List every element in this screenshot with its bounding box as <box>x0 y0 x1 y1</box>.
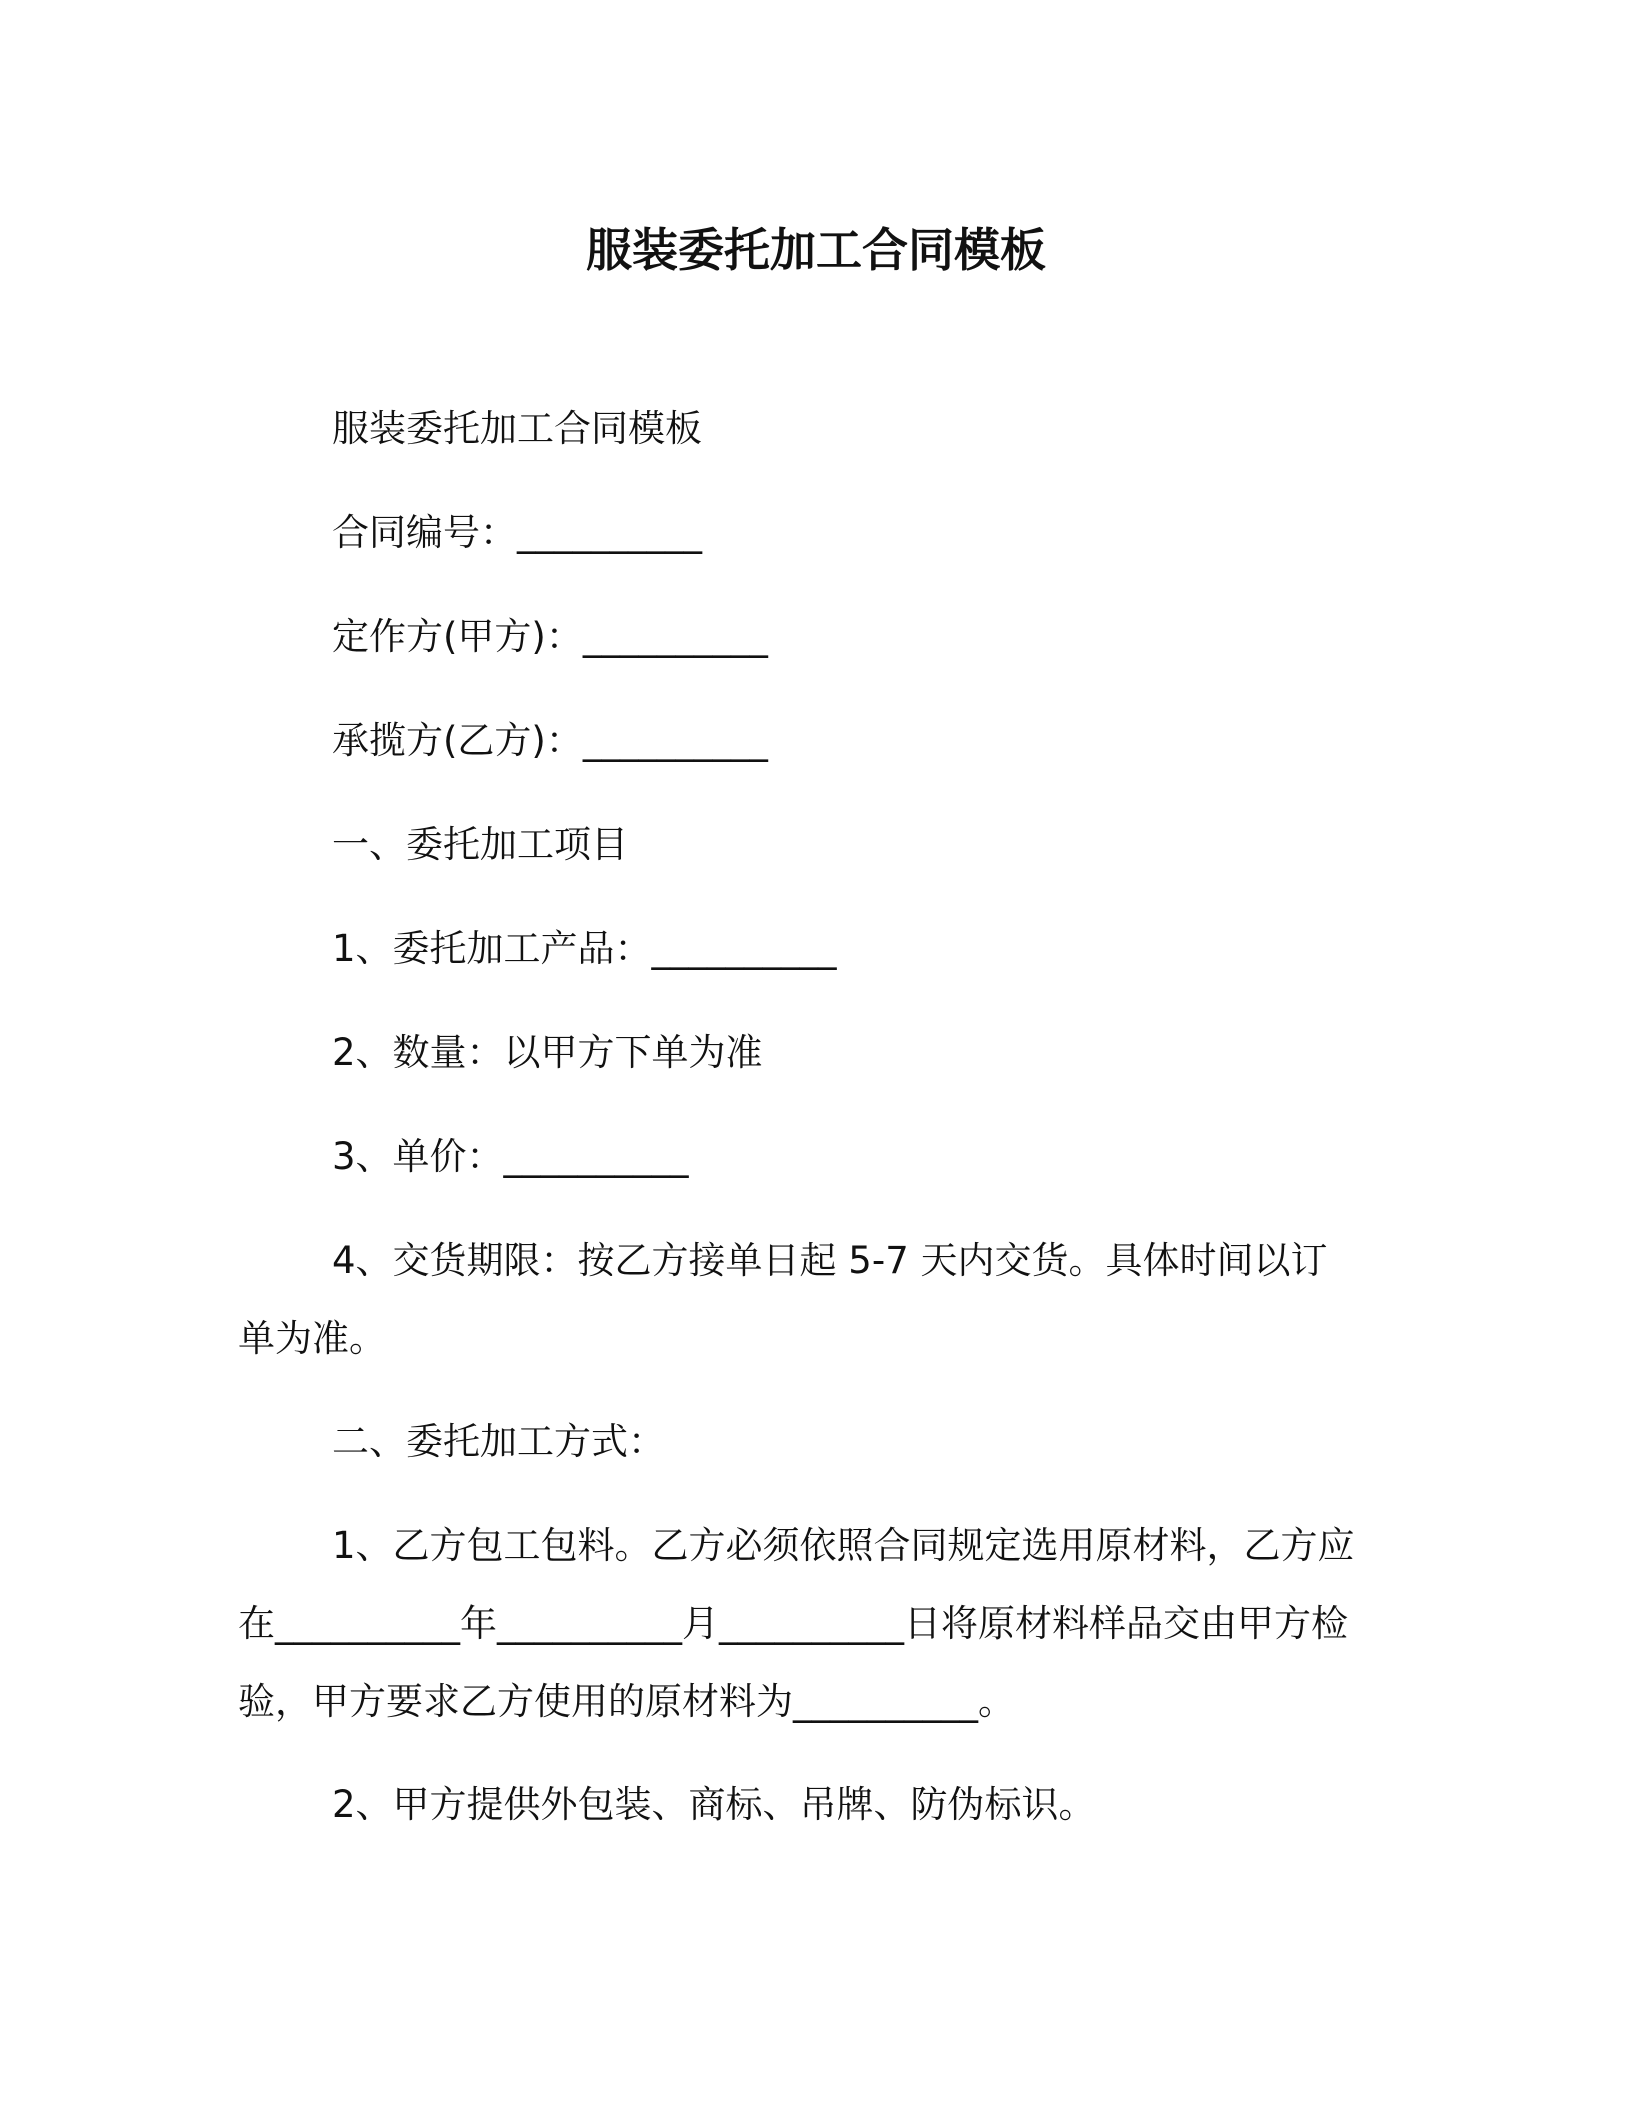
section-heading-processing-items: 一、委托加工项目 <box>332 823 628 866</box>
paragraph-party-b: 承揽方(乙方)：__________ <box>332 719 768 762</box>
paragraph-party-a: 定作方(甲方)：__________ <box>332 615 768 658</box>
paragraph-packaging: 2、甲方提供外包装、商标、吊牌、防伪标识。 <box>332 1783 1096 1826</box>
paragraph-delivery-period: 4、交货期限：按乙方接单日起 5-7 天内交货。具体时间以订单为准。 <box>238 1239 1328 1360</box>
paragraph-unit-price: 3、单价：__________ <box>332 1135 689 1178</box>
section-heading-processing-method: 二、委托加工方式： <box>332 1420 665 1463</box>
paragraph-quantity: 2、数量：以甲方下单为准 <box>332 1031 763 1074</box>
paragraph-contract-number: 合同编号：__________ <box>332 511 702 554</box>
document-body <box>238 390 1358 1870</box>
paragraph-product: 1、委托加工产品：__________ <box>332 927 837 970</box>
document-title: 服装委托加工合同模板 <box>586 223 1046 277</box>
paragraph-contract-name: 服装委托加工合同模板 <box>332 407 702 450</box>
paragraph-materials: 1、乙方包工包料。乙方必须依照合同规定选用原材料，乙方应在__________年__________月__________日将原材料样品交由甲方检验，甲方要求乙方使用的原材料为__________。 <box>238 1524 1355 1723</box>
